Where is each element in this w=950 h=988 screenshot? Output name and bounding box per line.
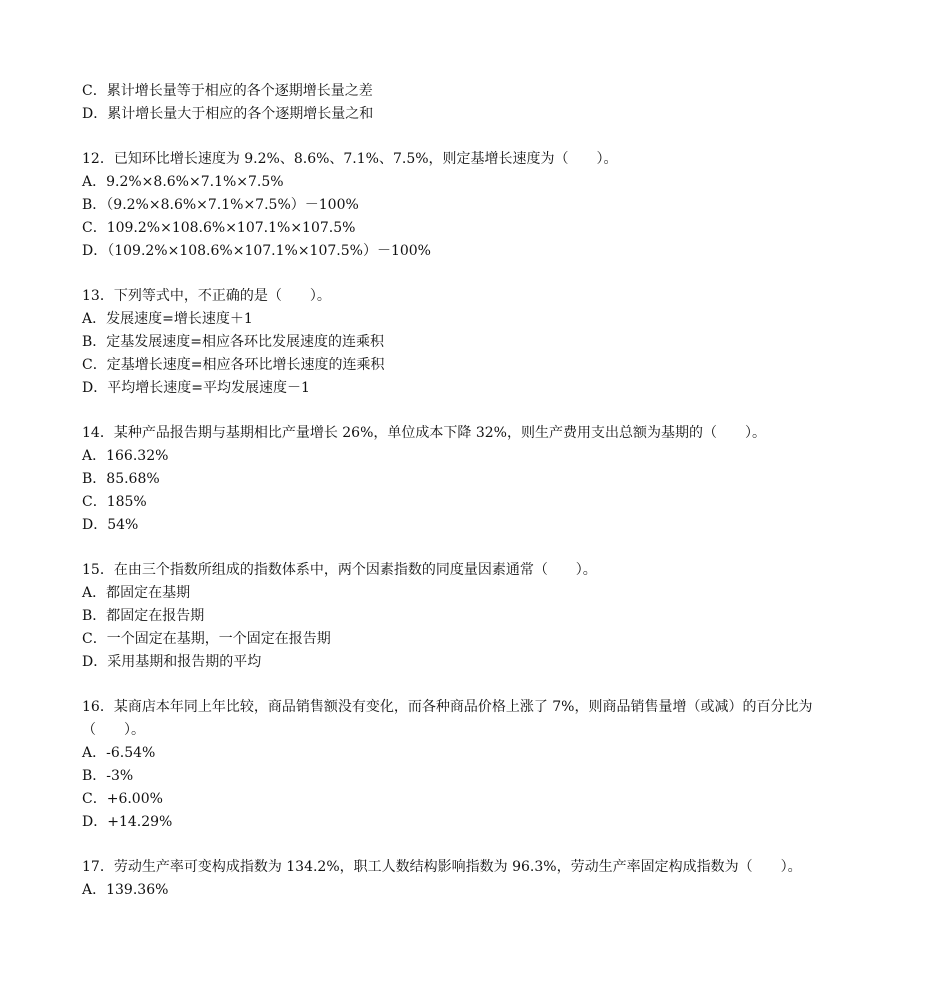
option-b: B．（9.2%×8.6%×7.1%×7.5%）－100% (82, 197, 359, 213)
question-stem: 13．下列等式中，不正确的是（ ）。 (82, 288, 331, 304)
option-d: D．+14.29% (82, 814, 173, 830)
option-d: D．采用基期和报告期的平均 (82, 654, 262, 670)
question-17 (82, 856, 902, 902)
option-b: B．-3% (82, 768, 134, 784)
option-a: A．139.36% (82, 882, 169, 898)
question-12 (82, 148, 902, 263)
option-d: D．平均增长速度=平均发展速度－1 (82, 380, 310, 396)
question-13 (82, 285, 902, 400)
option-a: A．发展速度=增长速度＋1 (82, 311, 253, 327)
option-d: D．54% (82, 517, 139, 533)
document-page (82, 80, 902, 902)
question-15 (82, 559, 902, 674)
option-a: A．166.32% (82, 448, 169, 464)
question-stem: 15．在由三个指数所组成的指数体系中，两个因素指数的同度量因素通常（ ）。 (82, 562, 597, 578)
option-a: A．-6.54% (82, 745, 156, 761)
option-c: C．109.2%×108.6%×107.1%×107.5% (82, 220, 356, 236)
option-c: C．+6.00% (82, 791, 163, 807)
question-stem: 16．某商店本年同上年比较，商品销售额没有变化，而各种商品价格上涨了 7%，则商品销售量增（或减）的百分比为 (82, 699, 813, 715)
question-16 (82, 696, 902, 834)
previous-question-options (82, 80, 902, 126)
option-b: B．定基发展速度=相应各环比发展速度的连乘积 (82, 334, 385, 350)
question-14 (82, 422, 902, 537)
option-c: C．定基增长速度=相应各环比增长速度的连乘积 (82, 357, 385, 373)
option-a: A．都固定在基期 (82, 585, 191, 601)
option-d: D．（109.2%×108.6%×107.1%×107.5%）－100% (82, 243, 431, 259)
question-stem: 17．劳动生产率可变构成指数为 134.2%，职工人数结构影响指数为 96.3%，劳动生产率固定构成指数为（ ）。 (82, 859, 802, 875)
question-stem: 14．某种产品报告期与基期相比产量增长 26%，单位成本下降 32%，则生产费用支出总额为基期的（ ）。 (82, 425, 766, 441)
option-b: B．都固定在报告期 (82, 608, 205, 624)
question-stem-continued: （ ）。 (82, 722, 145, 738)
option-a: A．9.2%×8.6%×7.1%×7.5% (82, 174, 284, 190)
option-c: C．185% (82, 494, 147, 510)
option-b: B．85.68% (82, 471, 160, 487)
option-c: C．一个固定在基期，一个固定在报告期 (82, 631, 331, 647)
option-d: D．累计增长量大于相应的各个逐期增长量之和 (82, 106, 374, 122)
question-stem: 12．已知环比增长速度为 9.2%、8.6%、7.1%、7.5%，则定基增长速度为（ ）。 (82, 151, 618, 167)
option-c: C．累计增长量等于相应的各个逐期增长量之差 (82, 83, 373, 99)
